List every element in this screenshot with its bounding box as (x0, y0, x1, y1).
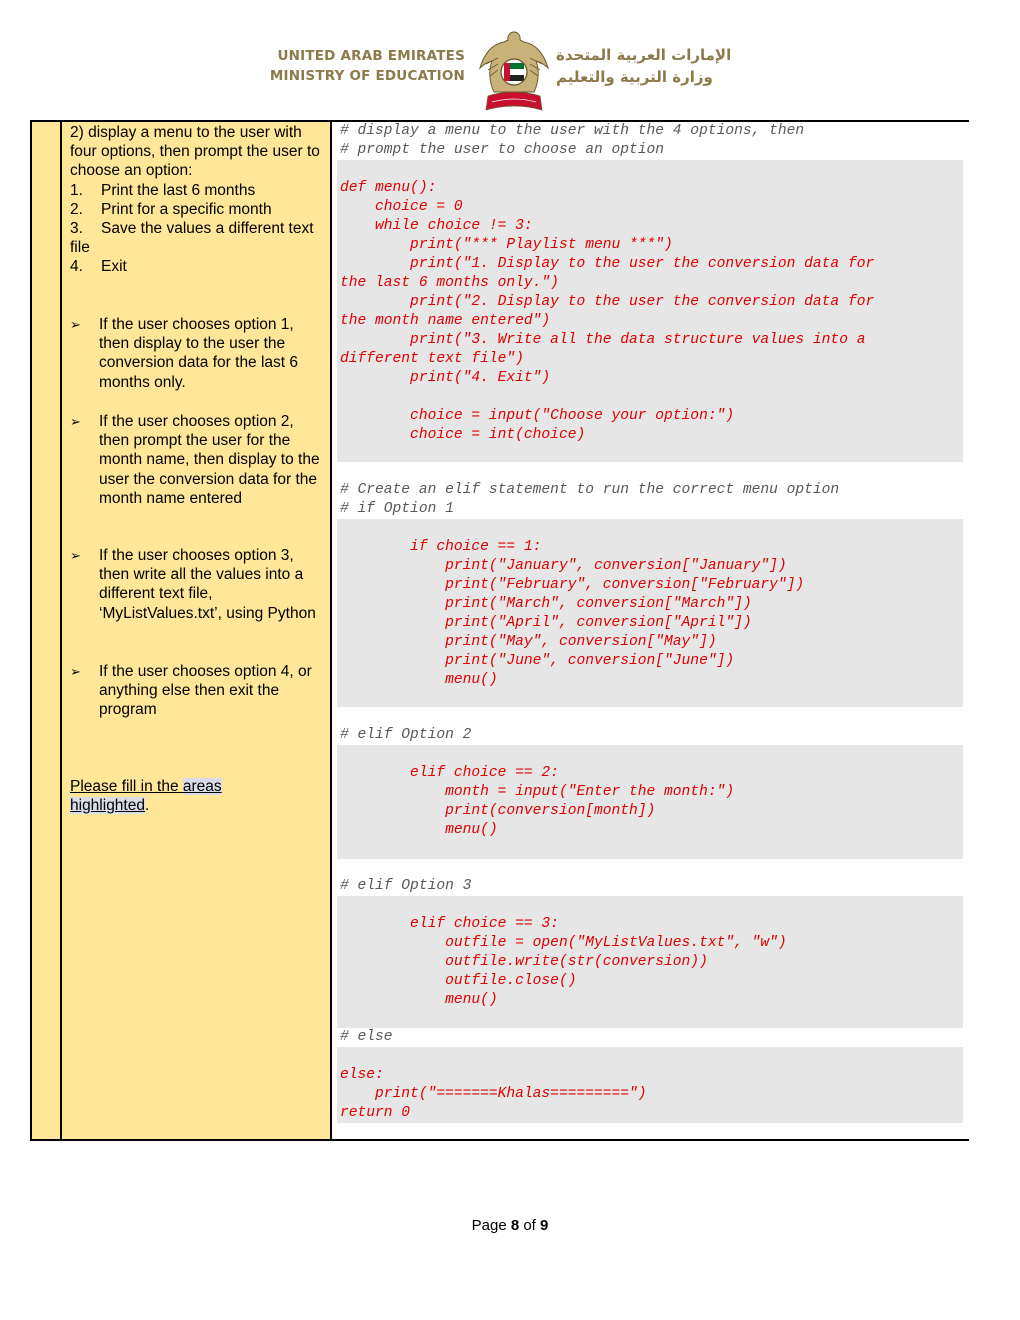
fill-note-suffix: . (144, 797, 150, 815)
code-line: choice = int(choice) (340, 427, 586, 443)
fill-note-highlight-1: areas (182, 778, 222, 795)
arrow-bullet-icon: ➢ (70, 664, 81, 679)
total-pages: 9 (540, 1217, 549, 1234)
code-line: outfile.close() (340, 973, 577, 989)
code-line: menu() (340, 992, 498, 1008)
option-number: 3. (70, 220, 83, 238)
code-line: outfile = open("MyListValues.txt", "w") (340, 935, 787, 951)
ministry-name-english (250, 46, 465, 86)
code-line: choice = input("Choose your option:") (340, 408, 735, 424)
code-line: print("May", conversion["May"]) (340, 634, 717, 650)
code-comment: # elif Option 2 (340, 727, 472, 743)
code-line: print("1. Display to the user the conversion data for (340, 256, 875, 272)
code-line: menu() (340, 672, 498, 688)
code-line: else: (340, 1067, 384, 1083)
ministry-name-arabic (556, 44, 756, 88)
code-block-menu[interactable] (337, 160, 963, 462)
menu-option-item (70, 257, 326, 276)
menu-option-item (70, 181, 326, 200)
code-line: print("2. Display to the user the conversion data for (340, 294, 875, 310)
code-line: elif choice == 2: (340, 765, 559, 781)
option-number: 2. (70, 200, 83, 218)
page-header (0, 26, 1020, 118)
code-line: print("March", conversion["March"]) (340, 596, 752, 612)
bullet-option-1 (70, 315, 322, 392)
code-line: while choice != 3: (340, 218, 533, 234)
code-comment: # prompt the user to choose an option (340, 142, 665, 158)
country-name-ar: الإمارات العربية المتحدة (556, 46, 732, 64)
code-line: the month name entered") (340, 313, 551, 329)
page-label: Page (471, 1217, 511, 1234)
code-line: print("4. Exit") (340, 370, 551, 386)
code-comment: # Create an elif statement to run the correct menu option (340, 482, 840, 498)
code-line: print("*** Playlist menu ***") (340, 237, 673, 253)
current-page: 8 (510, 1217, 520, 1234)
menu-option-item (70, 200, 326, 219)
page-number (0, 1216, 1020, 1236)
uae-emblem-icon (478, 28, 550, 118)
code-line: month = input("Enter the month:") (340, 784, 735, 800)
code-cell (332, 122, 969, 1139)
code-line: different text file") (340, 351, 524, 367)
instructions-cell (62, 122, 332, 1139)
option-text: Exit (101, 258, 127, 276)
code-line: menu() (340, 822, 498, 838)
code-block-option-3[interactable] (337, 896, 963, 1028)
code-line: the last 6 months only.") (340, 275, 559, 291)
exercise-table (30, 120, 969, 1141)
arrow-bullet-icon: ➢ (70, 317, 81, 332)
ministry-name-ar: وزارة التربية والتعليم (556, 68, 713, 86)
code-comment: # display a menu to the user with the 4 options, then (340, 123, 805, 139)
bullet-text: If the user chooses option 1, then display to the user the conversion data for the last 6 months only. (99, 316, 299, 391)
bullet-text: If the user chooses option 3, then write all the values into a different text file, ‘MyListValues.txt’, using Python (99, 547, 316, 622)
code-comment: # if Option 1 (340, 501, 454, 517)
code-line: def menu(): (340, 180, 437, 196)
task-description (70, 123, 326, 277)
code-block-option-1[interactable] (337, 519, 963, 707)
arrow-bullet-icon: ➢ (70, 414, 81, 429)
code-line: print("April", conversion["April"]) (340, 615, 752, 631)
option-number: 4. (70, 258, 83, 276)
code-block-else[interactable] (337, 1047, 963, 1123)
code-line: print("3. Write all the data structure values into a (340, 332, 866, 348)
option-text: Print the last 6 months (101, 181, 256, 199)
bullet-option-3 (70, 546, 322, 623)
code-line: choice = 0 (340, 199, 463, 215)
option-text: Save the values a different text file (70, 220, 314, 257)
bullet-option-2 (70, 412, 322, 508)
code-comment: # elif Option 3 (340, 878, 472, 894)
fill-note-prefix: Please fill in the (70, 778, 183, 795)
code-line: print("February", conversion["February"]) (340, 577, 805, 593)
row-number-cell (32, 122, 62, 1139)
country-name-en: UNITED ARAB EMIRATES (277, 48, 465, 64)
code-line: print("January", conversion["January"]) (340, 558, 787, 574)
code-line: elif choice == 3: (340, 916, 559, 932)
arrow-bullet-icon: ➢ (70, 548, 81, 563)
code-block-option-2[interactable] (337, 745, 963, 859)
bullet-text: If the user chooses option 2, then prompt the user for the month name, then display to the user the conversion data for the month name entered (99, 413, 320, 507)
fill-note-highlight-2: highlighted (70, 797, 145, 815)
code-line: print("=======Khalas=========") (340, 1086, 647, 1102)
ministry-name-en: MINISTRY OF EDUCATION (269, 68, 465, 84)
option-text: Print for a specific month (101, 200, 272, 218)
code-line: if choice == 1: (340, 539, 542, 555)
task-intro: 2) display a menu to the user with four options, then prompt the user to choose an option: (70, 124, 320, 180)
code-line: outfile.write(str(conversion)) (340, 954, 708, 970)
bullet-option-4 (70, 662, 322, 720)
code-line: print(conversion[month]) (340, 803, 656, 819)
option-number: 1. (70, 181, 83, 199)
bullet-text: If the user chooses option 4, or anything else then exit the program (99, 663, 312, 719)
fill-in-note (70, 777, 320, 815)
menu-option-item (70, 219, 326, 257)
code-line: return 0 (340, 1105, 411, 1121)
page-of-label: of (519, 1217, 541, 1234)
code-comment: # else (340, 1029, 393, 1045)
code-line: print("June", conversion["June"]) (340, 653, 735, 669)
